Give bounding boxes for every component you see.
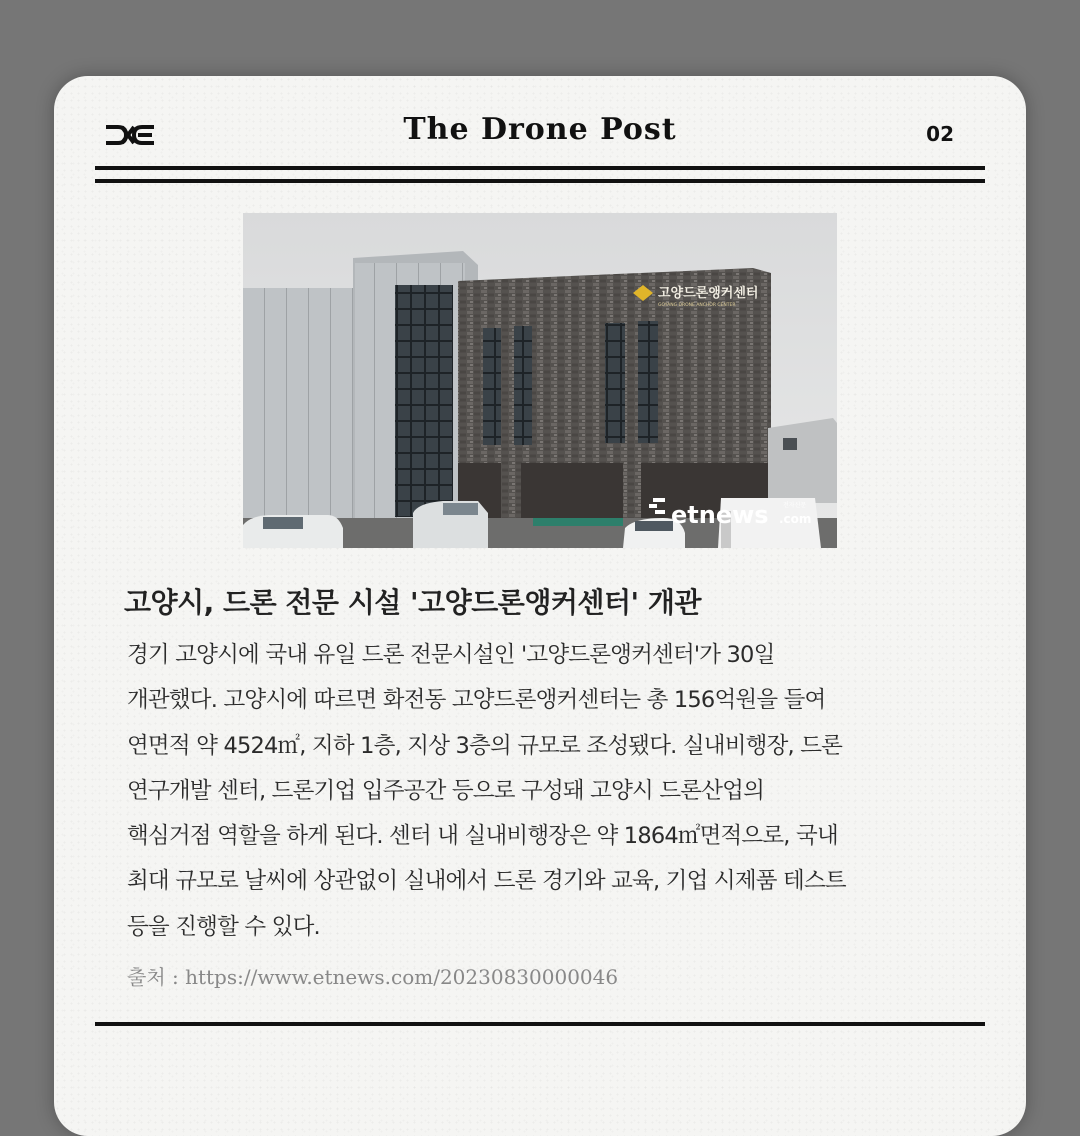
- body-line: 최대 규모로 날씨에 상관없이 실내에서 드론 경기와 교육, 기업 시제품 테스트: [127, 868, 846, 895]
- footer-rule: [95, 1022, 985, 1026]
- masthead-title: The Drone Post: [403, 112, 677, 147]
- article-photo: [243, 213, 837, 548]
- body-line: 경기 고양시에 국내 유일 드론 전문시설인 '고양드론앵커센터'가 30일: [127, 642, 775, 668]
- page-number: 02: [926, 122, 954, 146]
- header-rule-bottom: [95, 179, 985, 183]
- body-line: 연구개발 센터, 드론기업 입주공간 등으로 구성돼 고양시 드론산업의: [127, 777, 764, 804]
- article-body: [127, 633, 959, 950]
- body-line: 개관했다. 고양시에 따르면 화전동 고양드론앵커센터는 총 156억원을 들여: [127, 687, 826, 714]
- svg-text:전자신문: 전자신문: [783, 502, 807, 509]
- building-sign-sub: GOYANG DRONE ANCHOR CENTER: [658, 303, 736, 308]
- article-card: [54, 76, 1026, 1136]
- building-illustration: [243, 213, 837, 548]
- article-headline: 고양시, 드론 전문 시설 '고양드론앵커센터' 개관: [124, 586, 701, 619]
- body-line: 연면적 약 4524㎡, 지하 1층, 지상 3층의 규모로 조성됐다. 실내비행장, 드론: [127, 732, 843, 759]
- article-source-link[interactable]: 출처 : https://www.etnews.com/20230830000046: [127, 965, 619, 989]
- etnews-watermark: [649, 498, 811, 529]
- body-line: 핵심거점 역할을 하게 된다. 센터 내 실내비행장은 약 1864㎡면적으로, 국내: [127, 823, 838, 850]
- header-rule-top: [95, 166, 985, 170]
- body-line: 등을 진행할 수 있다.: [127, 913, 320, 940]
- svg-text:etnews: etnews: [671, 501, 769, 529]
- svg-text:.com: .com: [779, 512, 812, 526]
- building-sign: 고양드론앵커센터: [658, 286, 759, 301]
